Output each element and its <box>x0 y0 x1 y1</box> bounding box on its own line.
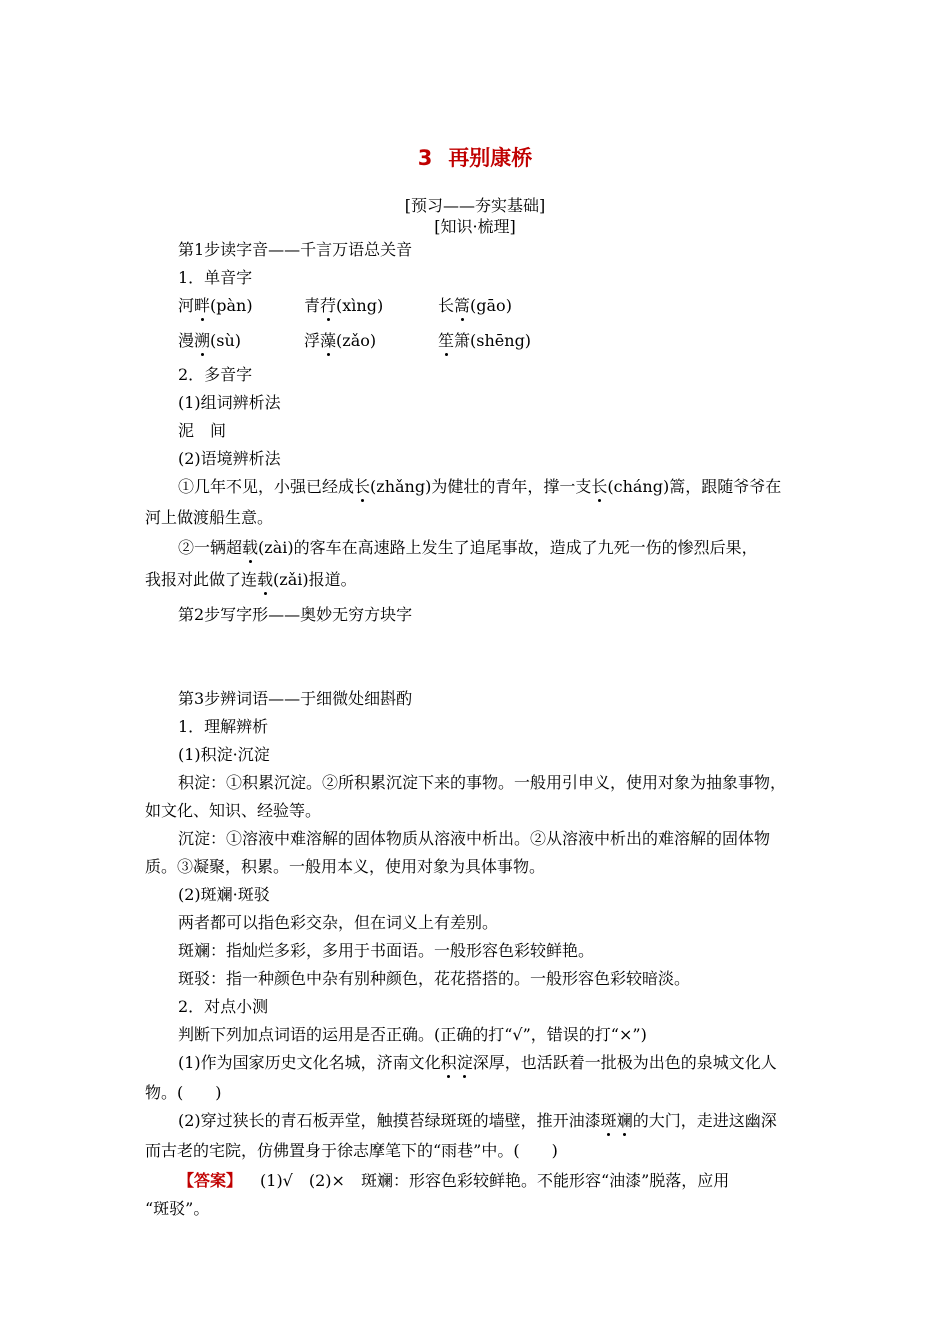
pinyin-item: 笙箫(shēng) <box>438 331 532 350</box>
method-1: (1)组词辨析法 <box>178 393 281 412</box>
group2-def-a: 斑斓：指灿烂多彩，多用于书面语。一般形容色彩较鲜艳。 <box>178 941 595 960</box>
pinyin-row-2 <box>178 331 598 351</box>
multi-char-label: 2．多音字 <box>178 365 253 384</box>
pinyin-item: 浮藻(zǎo) <box>304 331 377 350</box>
part1-label: 1．理解辨析 <box>178 717 269 736</box>
group1-def-b-cont: 质。③凝聚，积累。一般用本义，使用对象为具体事物。 <box>145 857 546 876</box>
part2-label: 2．对点小测 <box>178 997 269 1016</box>
quiz-question-1: (1)作为国家历史文化名城，济南文化积淀深厚，也活跃着一批极为出色的泉城文化人 <box>178 1053 777 1072</box>
method-2: (2)语境辨析法 <box>178 449 281 468</box>
group1-def-a: 积淀：①积累沉淀。②所积累沉淀下来的事物。一般用引申义，使用对象为抽象事物， <box>178 773 787 792</box>
pinyin-row-1 <box>178 296 598 316</box>
pinyin-item: 河畔(pàn) <box>178 296 253 315</box>
step2-heading: 第2步写字形——奥妙无穷方块字 <box>178 605 413 624</box>
section-header: [预习——夯实基础] <box>404 196 546 215</box>
answer-tag: 【答案】 <box>178 1171 243 1190</box>
quiz-question-1-cont: 物。( ) <box>145 1083 222 1102</box>
answer-text: (1)√ (2)× 斑斓：形容色彩较鲜艳。不能形容“油漆”脱落，应用 <box>260 1171 730 1190</box>
multi-chars: 泥 间 <box>178 421 227 440</box>
answer-line <box>178 1171 729 1191</box>
sentence-2-cont: 我报对此做了连载(zǎi)报道。 <box>145 570 357 589</box>
sentence-2: ②一辆超载(zài)的客车在高速路上发生了追尾事故，造成了九死一伤的惨烈后果， <box>178 538 758 557</box>
group2-intro: 两者都可以指色彩交杂，但在词义上有差别。 <box>178 913 499 932</box>
single-char-label: 1．单音字 <box>178 268 253 287</box>
lesson-title <box>0 144 950 172</box>
quiz-instructions: 判断下列加点词语的运用是否正确。(正确的打“√”，错误的打“×”) <box>178 1025 647 1044</box>
group2-def-b: 斑驳：指一种颜色中杂有别种颜色，花花搭搭的。一般形容色彩较暗淡。 <box>178 969 691 988</box>
step3-heading: 第3步辨词语——于细微处细斟酌 <box>178 689 413 708</box>
quiz-question-2-cont: 而古老的宅院，仿佛置身于徐志摩笔下的“雨巷”中。( ) <box>145 1141 558 1160</box>
sentence-1-cont: 河上做渡船生意。 <box>145 508 274 527</box>
subsection-header: [知识·梳理] <box>434 217 516 236</box>
group1-def-a-cont: 如文化、知识、经验等。 <box>145 801 322 820</box>
quiz-question-2: (2)穿过狭长的青石板弄堂，触摸苔绿斑斑的墙壁，推开油漆斑斓的大门，走进这幽深 <box>178 1111 777 1130</box>
pinyin-item: 青荇(xìng) <box>304 296 384 315</box>
lesson-number: 3 <box>417 146 433 170</box>
step1-heading: 第1步读字音——千言万语总关音 <box>178 240 413 259</box>
pinyin-item: 漫溯(sù) <box>178 331 242 350</box>
answer-cont: “斑驳”。 <box>145 1199 210 1218</box>
group2-title: (2)斑斓·斑驳 <box>178 885 270 904</box>
lesson-name: 再别康桥 <box>448 146 533 170</box>
group1-title: (1)积淀·沉淀 <box>178 745 270 764</box>
sentence-1: ①几年不见，小强已经成长(zhǎng)为健壮的青年，撑一支长(cháng)篙，跟随爷爷在 <box>178 477 782 496</box>
pinyin-item: 长篙(gāo) <box>438 296 512 315</box>
group1-def-b: 沉淀：①溶液中难溶解的固体物质从溶液中析出。②从溶液中析出的难溶解的固体物 <box>178 829 771 848</box>
